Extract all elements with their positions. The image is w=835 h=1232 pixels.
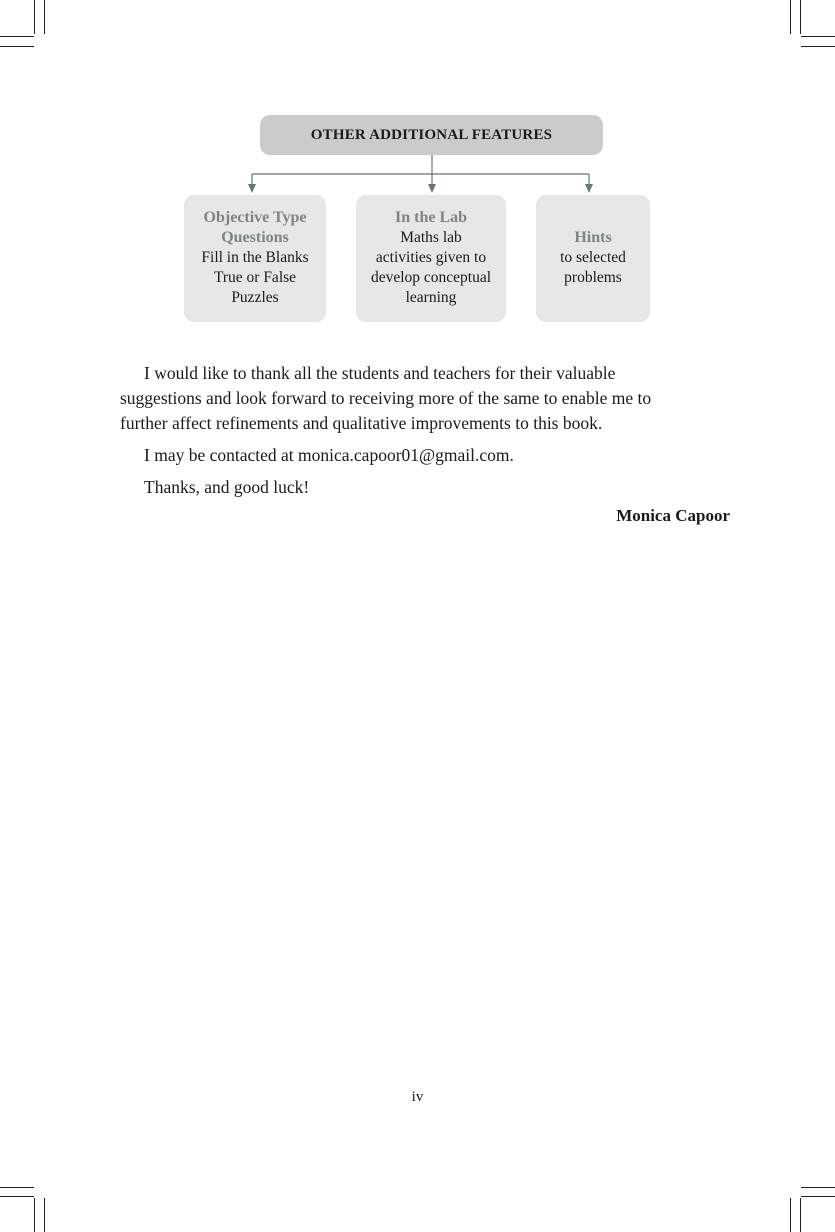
arrowhead-left bbox=[248, 184, 256, 193]
contact-paragraph: I may be contacted at monica.capoor01@gmail.com. bbox=[144, 445, 514, 465]
paragraph-line: suggestions and look forward to receiving more of the same to enable me to bbox=[120, 388, 652, 408]
feature-desc-line: Puzzles bbox=[231, 289, 279, 306]
feature-description bbox=[536, 248, 650, 288]
feature-description bbox=[356, 228, 506, 308]
paragraph-line: I would like to thank all the students and teachers for their valuable bbox=[144, 363, 616, 383]
feature-desc-line: True or False bbox=[213, 269, 297, 286]
feature-title bbox=[356, 208, 506, 228]
feature-desc-line: activities given to bbox=[375, 249, 487, 266]
feature-desc-line: Maths lab bbox=[400, 229, 462, 246]
connector-arrows bbox=[0, 0, 835, 200]
feature-box-objective bbox=[184, 195, 326, 322]
acknowledgement-paragraph bbox=[120, 361, 740, 436]
features-header: OTHER ADDITIONAL FEATURES bbox=[260, 115, 603, 155]
feature-desc-line: to selected bbox=[560, 249, 626, 266]
feature-desc-line: learning bbox=[405, 289, 457, 306]
paragraph-line: further affect refinements and qualitative improvements to this book. bbox=[120, 413, 603, 433]
feature-description bbox=[184, 248, 326, 308]
page-number: iv bbox=[411, 1089, 424, 1105]
feature-title-line: Objective Type bbox=[203, 209, 307, 226]
feature-box-hints bbox=[536, 195, 650, 322]
feature-box-lab bbox=[356, 195, 506, 322]
feature-desc-line: Fill in the Blanks bbox=[201, 249, 309, 266]
feature-title-line: Hints bbox=[574, 229, 612, 246]
closing-paragraph: Thanks, and good luck! bbox=[144, 477, 310, 497]
feature-desc-line: develop conceptual bbox=[370, 269, 492, 286]
author-signature: Monica Capoor bbox=[616, 506, 730, 525]
feature-title-line: In the Lab bbox=[394, 209, 468, 226]
arrowhead-middle bbox=[428, 184, 436, 193]
feature-title bbox=[184, 208, 326, 248]
arrowhead-right bbox=[585, 184, 593, 193]
feature-title bbox=[536, 228, 650, 248]
feature-desc-line: problems bbox=[564, 269, 622, 286]
feature-title-line: Questions bbox=[221, 229, 289, 246]
